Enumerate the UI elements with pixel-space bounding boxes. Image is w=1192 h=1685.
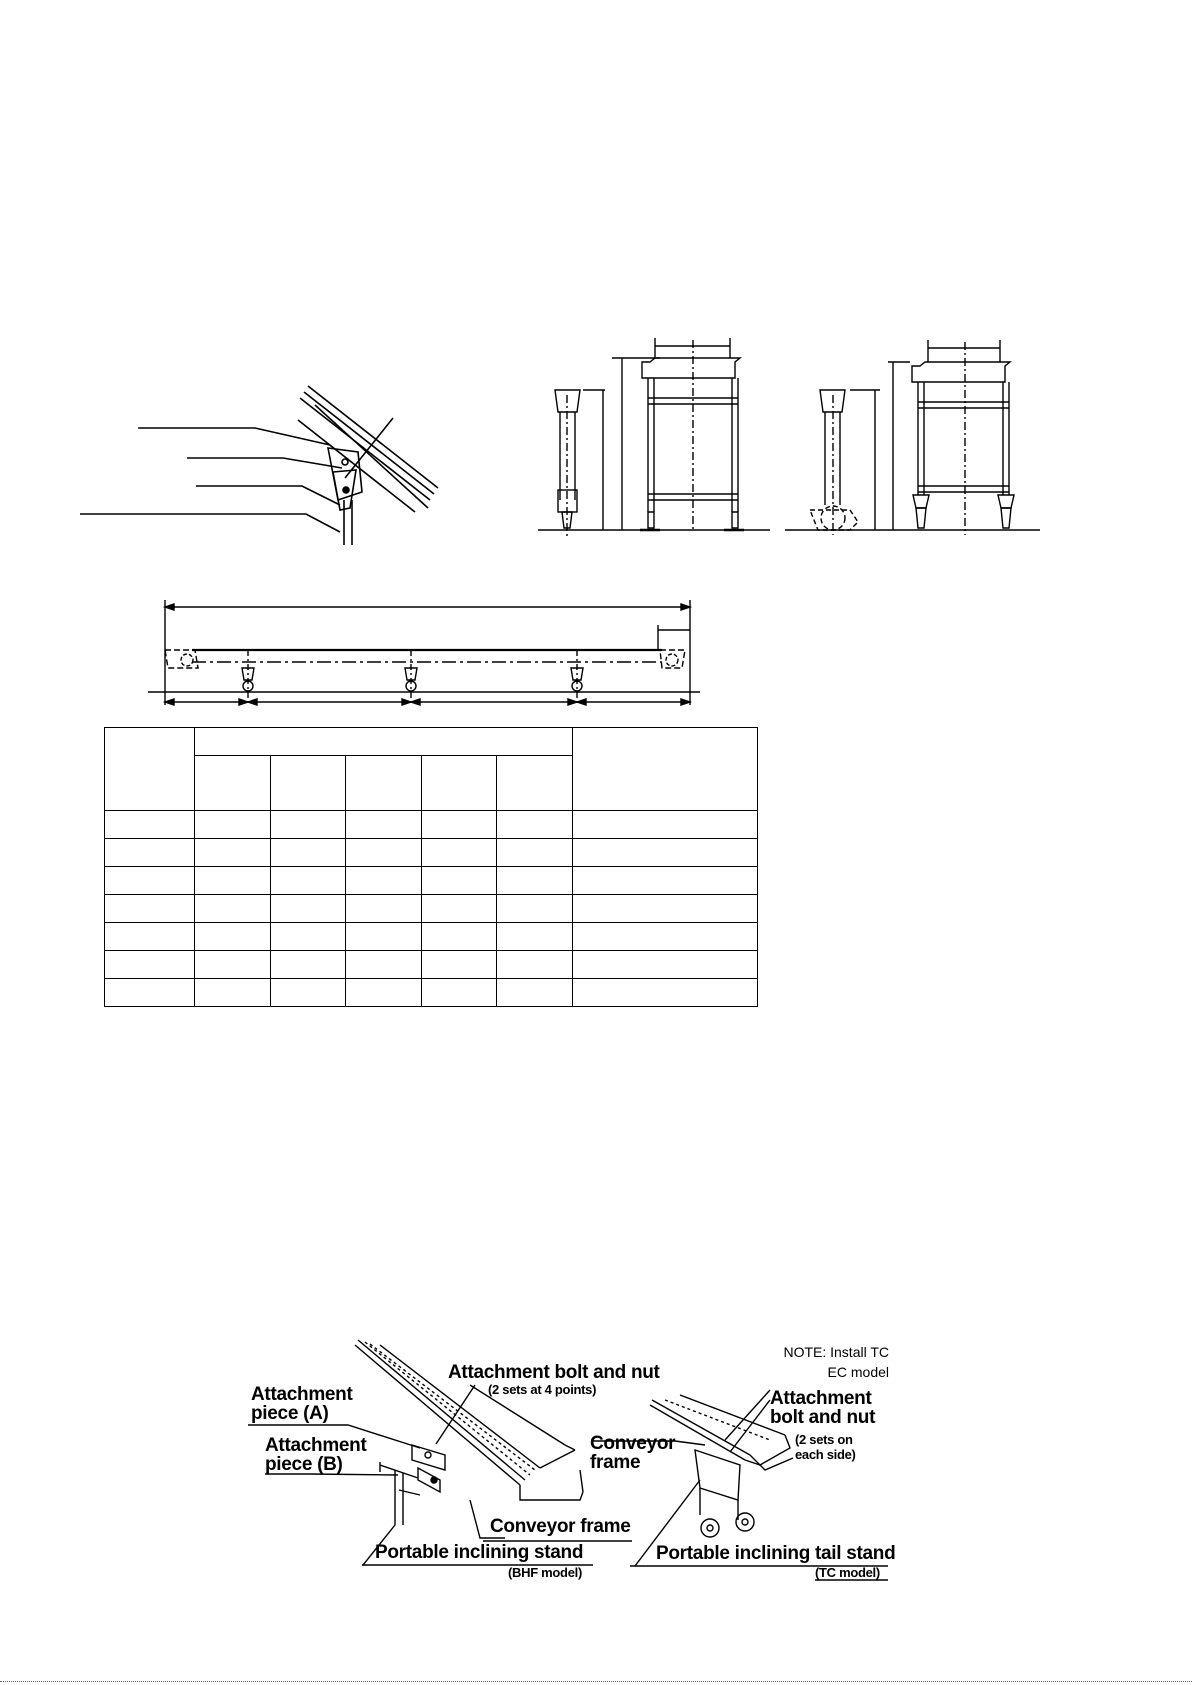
note-install-line2: EC model <box>827 1364 889 1380</box>
label-attachment-piece-b-line2: piece (B) <box>265 1454 343 1475</box>
label-bolt-sets-each-side-line1: (2 sets on <box>795 1432 853 1447</box>
label-bolt-sets-note: (2 sets at 4 points) <box>488 1382 597 1397</box>
label-conveyor-frame: Conveyor frame <box>490 1516 631 1537</box>
note-install-line1: NOTE: Install TC <box>783 1344 889 1360</box>
page-bottom-dotted-rule <box>0 1681 1192 1682</box>
label-tc-model: (TC model) <box>815 1565 880 1580</box>
label-portable-inclining-tail-stand: Portable inclining tail stand <box>656 1543 896 1564</box>
label-attachment-bolt-line1: Attachment <box>770 1388 872 1409</box>
label-attachment-piece-a-line2: piece (A) <box>251 1403 329 1424</box>
label-attachment-piece-b-line1: Attachment <box>265 1435 367 1456</box>
label-attachment-bolt-line2: bolt and nut <box>770 1407 876 1428</box>
label-conveyor-frame-line1: Conveyor <box>590 1433 676 1454</box>
label-attachment-piece-a-line1: Attachment <box>251 1384 353 1405</box>
label-bhf-model: (BHF model) <box>508 1565 582 1580</box>
label-conveyor-frame-line2: frame <box>590 1452 641 1473</box>
label-attachment-bolt-and-nut: Attachment bolt and nut <box>448 1362 660 1383</box>
label-bolt-sets-each-side-line2: each side) <box>795 1447 856 1462</box>
label-portable-inclining-stand: Portable inclining stand <box>375 1542 584 1563</box>
